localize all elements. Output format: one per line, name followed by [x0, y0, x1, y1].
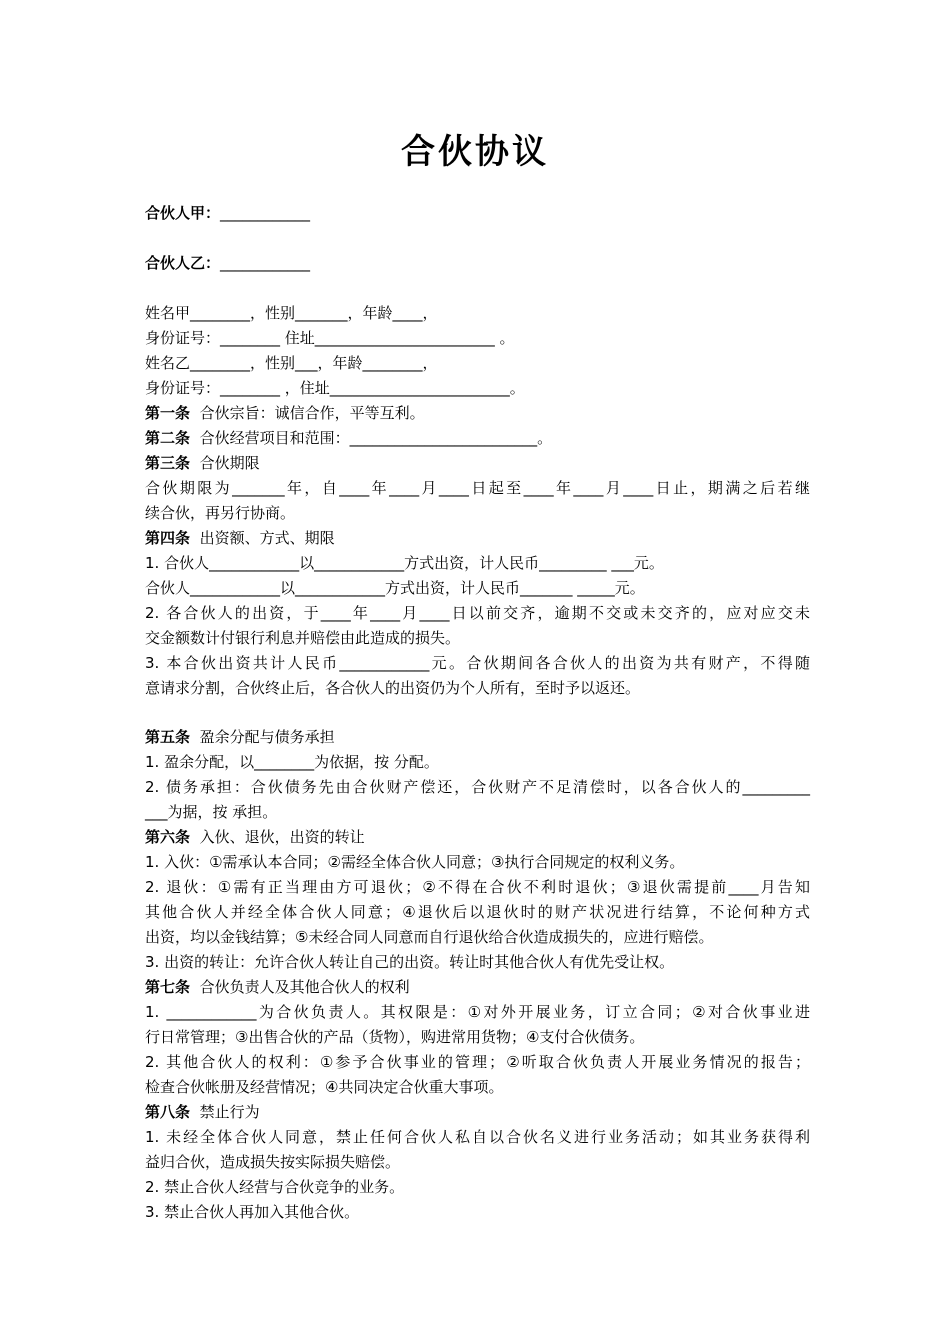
article-7-line: 行日常管理；③出售合伙的产品（货物），购进常用货物；④支付合伙债务。: [145, 1028, 645, 1046]
article-label: 第八条: [145, 1103, 191, 1121]
article-8-line: 2. 禁止合伙人经营与合伙竞争的业务。: [145, 1178, 405, 1196]
article-6-line: 出资，均以金钱结算；⑤未经合同人同意而自行退伙给合伙造成损失的，应进行赔偿。: [145, 928, 714, 946]
article-7-heading: [145, 977, 810, 997]
article-2: [145, 428, 810, 448]
article-label: 第五条: [145, 728, 191, 746]
party-b-label: 合伙人乙：: [145, 254, 221, 272]
article-8-line: 1. 未经全体合伙人同意，禁止任何合伙人私自以合伙名义进行业务活动；如其业务获得利: [145, 1128, 810, 1146]
article-8-heading: [145, 1102, 810, 1122]
article-8-line: 益归合伙，造成损失按实际损失赔偿。: [145, 1153, 401, 1171]
article-6-line: 2. 退伙：①需有正当理由方可退伙；②不得在合伙不利时退伙；③退伙需提前____月告知: [145, 878, 810, 896]
article-label: 第一条: [145, 404, 191, 422]
article-3-line: 合伙期限为_______年，自____年____月____日起至____年____月____日止，期满之后若继: [145, 479, 810, 497]
article-1: [145, 403, 810, 423]
article-text: 合伙负责人及其他合伙人的权利: [199, 978, 410, 996]
article-4-line: 2. 各合伙人的出资，于____年____月____日以前交齐，逾期不交或未交齐的，应对应交未: [145, 604, 810, 622]
article-text: 入伙、退伙，出资的转让: [199, 828, 365, 846]
article-4-heading: [145, 528, 810, 548]
article-5-line: 1. 盈余分配，以________为依据，按 分配。: [145, 753, 439, 771]
article-4-line: 意请求分割，合伙终止后，各合伙人的出资仍为个人所有，至时予以返还。: [145, 679, 641, 697]
article-6-line: 1. 入伙：①需承认本合同；②需经全体合伙人同意；③执行合同规定的权利义务。: [145, 853, 685, 871]
info-line: 姓名乙________，性别___，年龄________，: [145, 354, 438, 372]
article-3-line: 续合伙，再另行协商。: [145, 504, 296, 522]
info-line: 姓名甲________，性别_______，年龄____，: [145, 304, 438, 322]
article-label: 第七条: [145, 978, 191, 996]
article-3-heading: [145, 453, 810, 473]
article-label: 第六条: [145, 828, 191, 846]
article-4-line: 1. 合伙人____________以____________方式出资，计人民币_________ ___元。: [145, 554, 664, 572]
info-line: 身份证号：________ ，住址________________________。: [145, 379, 525, 397]
article-7-line: 2. 其他合伙人的权利：①参予合伙事业的管理；②听取合伙负责人开展业务情况的报告；: [145, 1053, 810, 1071]
article-7-line: 检查合伙帐册及经营情况；④共同决定合伙重大事项。: [145, 1078, 504, 1096]
article-5-line: 2. 债务承担：合伙债务先由合伙财产偿还，合伙财产不足清偿时，以各合伙人的_________: [145, 778, 810, 796]
article-label: 第四条: [145, 529, 191, 547]
article-4-line: 合伙人____________以____________方式出资，计人民币_______ _____元。: [145, 579, 645, 597]
article-6-heading: [145, 827, 810, 847]
article-5-heading: [145, 727, 810, 747]
article-6-line: 3. 出资的转让：允许合伙人转让自己的出资。转让时其他合伙人有优先受让权。: [145, 953, 675, 971]
document-title: 合伙协议: [401, 132, 549, 172]
article-label: 第二条: [145, 429, 191, 447]
party-a-blank: ____________: [220, 204, 311, 222]
article-7-line: 1. ____________为合伙负责人。其权限是：①对外开展业务，订立合同；②对合伙事业进: [145, 1003, 810, 1021]
article-4-line: 交金额数计付银行利息并赔偿由此造成的损失。: [145, 629, 461, 647]
article-5-line: ___为据，按 承担。: [145, 803, 278, 821]
party-b-blank: ____________: [220, 254, 311, 272]
party-a-label: 合伙人甲：: [145, 204, 221, 222]
article-text: 出资额、方式、期限: [199, 529, 335, 547]
article-text: 合伙期限: [199, 454, 260, 472]
party-b-line: [145, 253, 810, 273]
info-line: 身份证号：________ 住址________________________ 。: [145, 329, 515, 347]
article-6-line: 其他合伙人并经全体合伙人同意；④退伙后以退伙时的财产状况进行结算，不论何种方式: [145, 903, 810, 921]
article-4-line: 3. 本合伙出资共计人民币____________元。合伙期间各合伙人的出资为共有财产，不得随: [145, 654, 810, 672]
article-text: 盈余分配与债务承担: [199, 728, 335, 746]
article-text: 禁止行为: [199, 1103, 260, 1121]
party-a-line: [145, 203, 810, 223]
article-8-line: 3. 禁止合伙人再加入其他合伙。: [145, 1203, 360, 1221]
article-text: 合伙宗旨：诚信合作，平等互利。: [199, 404, 425, 422]
article-label: 第三条: [145, 454, 191, 472]
article-text: 合伙经营项目和范围：_________________________。: [199, 429, 553, 447]
